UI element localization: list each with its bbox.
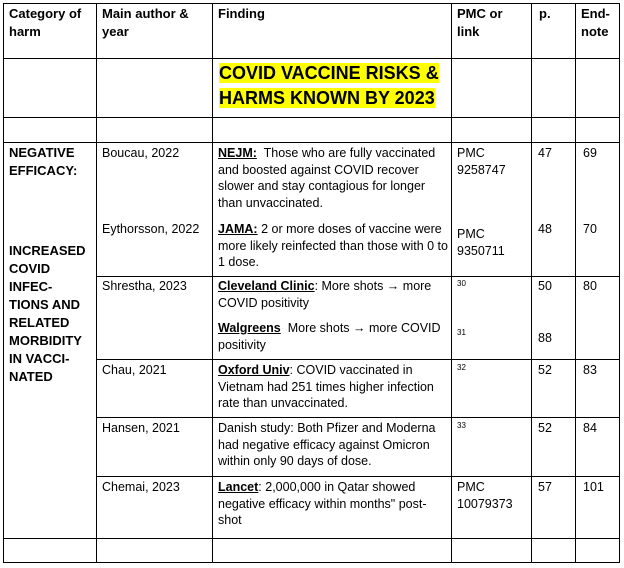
row-page: 52 bbox=[538, 363, 552, 377]
source-link[interactable]: Cleveland Clinic bbox=[218, 279, 315, 293]
header-author: Main author & year bbox=[102, 6, 189, 39]
row-finding: Danish study: Both Pfizer and Moderna had negative efficacy against Omicron within only 90 days of dose. bbox=[218, 421, 436, 468]
row-endnote: 101 bbox=[583, 480, 604, 494]
row-endnote: 70 bbox=[583, 222, 597, 236]
harms-table bbox=[3, 3, 620, 563]
row-endnote: 83 bbox=[583, 363, 597, 377]
row-page: 50 bbox=[538, 279, 552, 293]
source-link[interactable]: NEJM: bbox=[218, 146, 257, 160]
header-category: Category of harm bbox=[9, 6, 82, 39]
source-link[interactable]: Oxford Univ bbox=[218, 363, 290, 377]
banner-title bbox=[219, 61, 439, 111]
row-endnote: 69 bbox=[583, 146, 597, 160]
row-finding: JAMA: 2 or more doses of vaccine were more likely reinfected than those with 0 to 1 dose. bbox=[218, 222, 448, 269]
row-pmc: PMC 9350711 bbox=[457, 227, 505, 258]
row-author: Hansen, 2021 bbox=[102, 421, 180, 435]
row-finding: Lancet: 2,000,000 in Qatar showed negative efficacy within months" post-shot bbox=[218, 480, 427, 527]
row-author: Boucau, 2022 bbox=[102, 146, 180, 160]
row-author: Shrestha, 2023 bbox=[102, 279, 187, 293]
header-finding: Finding bbox=[218, 6, 265, 21]
header-pmc: PMC or link bbox=[457, 6, 503, 39]
category-increased-covid: INCREASED COVID INFEC- TIONS AND RELATED MORBIDITY IN VACCI- NATED bbox=[9, 243, 86, 384]
row-page: 57 bbox=[538, 480, 552, 494]
category-negative-efficacy: NEGATIVE EFFICACY: bbox=[9, 145, 78, 178]
row-endnote: 84 bbox=[583, 421, 597, 435]
row-footnote-ref: 31 bbox=[457, 328, 466, 337]
row-finding: Oxford Univ: COVID vaccinated in Vietnam had 251 times higher infection rate than unvaccinated. bbox=[218, 363, 434, 410]
row-page: 88 bbox=[538, 331, 552, 345]
row-author: Eythorsson, 2022 bbox=[102, 222, 200, 236]
row-page: 52 bbox=[538, 421, 552, 435]
source-link[interactable]: Lancet bbox=[218, 480, 259, 494]
row-footnote-ref: 30 bbox=[457, 279, 466, 288]
header-endnote: End- note bbox=[581, 6, 610, 39]
row-pmc: PMC 9258747 bbox=[457, 146, 506, 177]
row-author: Chau, 2021 bbox=[102, 363, 167, 377]
source-link[interactable]: Walgreens bbox=[218, 321, 281, 335]
row-page: 48 bbox=[538, 222, 552, 236]
header-page: p. bbox=[539, 6, 551, 21]
row-endnote: 80 bbox=[583, 279, 597, 293]
row-pmc: PMC 10079373 bbox=[457, 480, 513, 511]
row-finding: Cleveland Clinic: More shots → more COVID positivity bbox=[218, 279, 432, 310]
row-footnote-ref: 33 bbox=[457, 421, 466, 430]
banner-line-1: COVID VACCINE RISKS & bbox=[219, 63, 439, 83]
source-link[interactable]: JAMA: bbox=[218, 222, 258, 236]
row-finding: NEJM: Those who are fully vaccinated and boosted against COVID recover slower and stay contagious for longer than unvaccinated. bbox=[218, 146, 436, 210]
row-author: Chemai, 2023 bbox=[102, 480, 180, 494]
row-finding-extra: Walgreens More shots → more COVID positivity bbox=[218, 321, 441, 352]
row-page: 47 bbox=[538, 146, 552, 160]
row-footnote-ref: 32 bbox=[457, 363, 466, 372]
banner-line-2: HARMS KNOWN BY 2023 bbox=[219, 88, 435, 108]
